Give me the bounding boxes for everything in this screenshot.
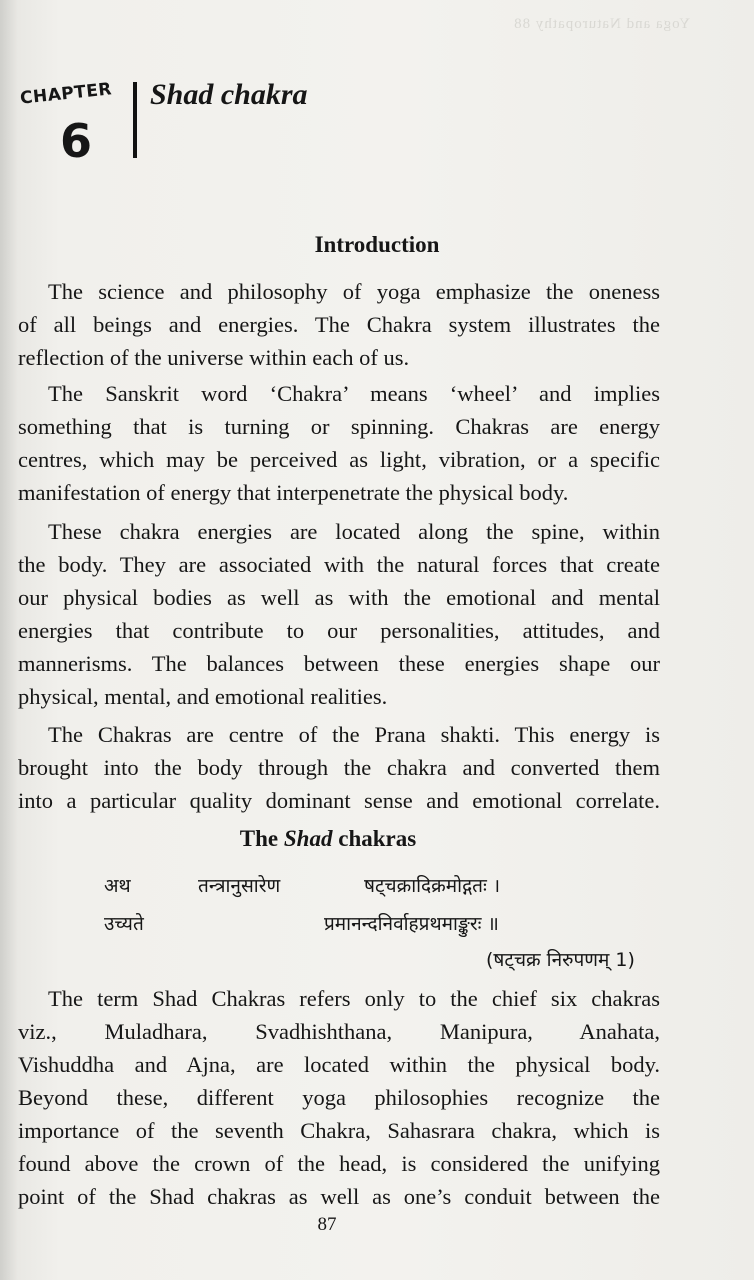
- text-line: something that is turning or spinning. Chakras are energy: [18, 414, 660, 439]
- paragraph-3: [18, 515, 660, 713]
- text-line: into a particular quality dominant sense and emotional correlate.: [18, 788, 660, 813]
- text-line: The science and philosophy of yoga emphasize the oneness: [48, 279, 660, 304]
- chapter-number: 6: [60, 114, 93, 168]
- text-line: energies that contribute to our personalities, attitudes, and: [18, 618, 660, 643]
- sanskrit-word: षट्चक्रादिक्रमोद्गतः ।: [364, 875, 501, 897]
- text-line: importance of the seventh Chakra, Sahasrara chakra, which is: [18, 1118, 660, 1143]
- text-line: the body. They are associated with the natural forces that create: [18, 552, 660, 577]
- chapter-word: CHAPTER: [19, 79, 113, 109]
- text-line: of all beings and energies. The Chakra system illustrates the: [18, 312, 660, 337]
- paragraph-5: [18, 982, 660, 1213]
- text-line: brought into the body through the chakra and converted them: [18, 755, 660, 780]
- heading-suffix: chakras: [332, 826, 417, 851]
- text-line: found above the crown of the head, is considered the unifying: [18, 1151, 660, 1176]
- bleed-through-text: Yoga and Naturopathy 88: [513, 16, 690, 32]
- sanskrit-word: तन्त्रानुसारेण: [198, 875, 281, 897]
- sanskrit-word: प्रमानन्दनिर्वाहप्रथमाङ्कुरः ॥: [324, 913, 499, 935]
- sanskrit-word: अथ: [104, 875, 131, 897]
- text-line: our physical bodies as well as with the emotional and mental: [18, 585, 660, 610]
- text-line: physical, mental, and emotional realities.: [18, 684, 388, 709]
- text-line: The Sanskrit word ‘Chakra’ means ‘wheel’ and implies: [48, 381, 660, 406]
- chapter-title: Shad chakra: [150, 78, 308, 111]
- text-line: Beyond these, different yoga philosophies recognize the: [18, 1085, 660, 1110]
- paragraph-1: [18, 275, 660, 374]
- intro-heading: Introduction: [314, 232, 440, 257]
- text-line: mannerisms. The balances between these energies shape our: [18, 651, 660, 676]
- text-line: These chakra energies are located along the spine, within: [48, 519, 660, 544]
- text-line: viz., Muladhara, Svadhishthana, Manipura, Anahata,: [18, 1019, 660, 1044]
- heading-prefix: The: [239, 826, 284, 851]
- paragraph-2: [18, 377, 660, 509]
- text-line: manifestation of energy that interpenetrate the physical body.: [18, 480, 569, 505]
- text-line: centres, which may be perceived as light, vibration, or a specific: [18, 447, 660, 472]
- sanskrit-word: उच्यते: [104, 913, 144, 935]
- chapter-divider: [133, 82, 137, 158]
- sanskrit-source: (षट्चक्र निरुपणम् 1): [486, 949, 635, 971]
- chapter-label-block: [18, 79, 138, 174]
- text-line: reflection of the universe within each of us.: [18, 345, 410, 370]
- heading-italic: Shad: [283, 826, 333, 851]
- page-number: 87: [317, 1214, 337, 1235]
- text-line: The term Shad Chakras refers only to the chief six chakras: [48, 986, 660, 1011]
- paragraph-4: [18, 718, 660, 817]
- text-line: The Chakras are centre of the Prana shakti. This energy is: [48, 722, 660, 747]
- text-line: point of the Shad chakras as well as one’s conduit between the: [18, 1184, 660, 1209]
- text-line: Vishuddha and Ajna, are located within the physical body.: [18, 1052, 660, 1077]
- shad-chakras-heading: [0, 826, 656, 852]
